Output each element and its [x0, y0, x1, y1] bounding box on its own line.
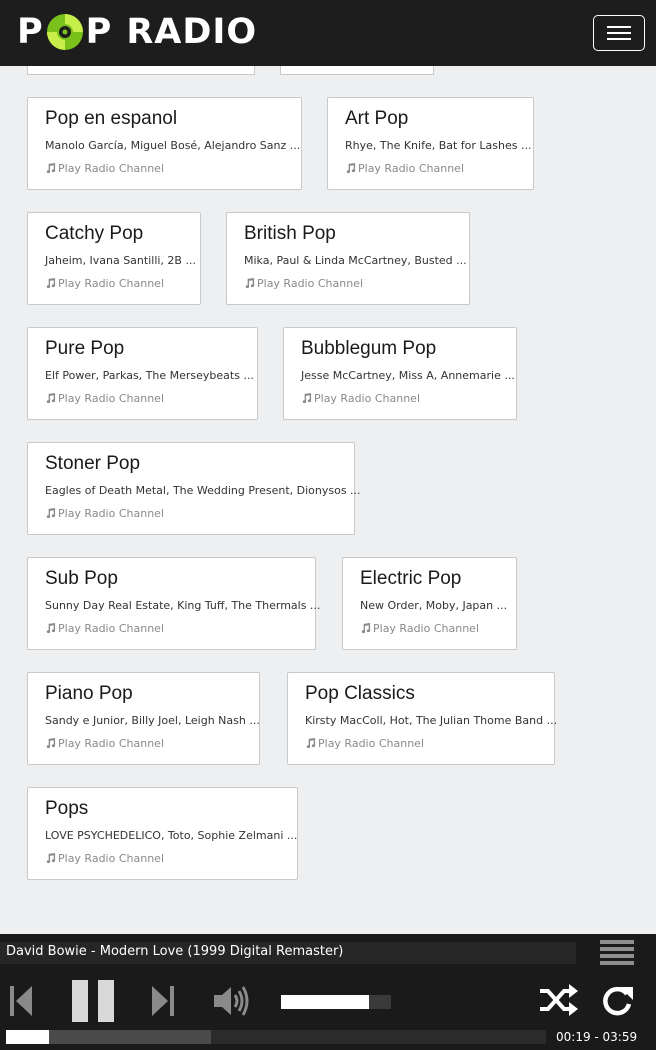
logo-letter-p: P [17, 12, 44, 52]
channel-card[interactable] [283, 327, 517, 420]
channel-card[interactable] [342, 557, 517, 650]
now-playing-title: David Bowie - Modern Love (1999 Digital Remaster) [6, 944, 344, 959]
music-note-icon [345, 163, 356, 174]
shuffle-icon [540, 984, 578, 1016]
music-note-icon [305, 738, 316, 749]
music-note-icon [45, 508, 56, 519]
repeat-icon [600, 984, 634, 1018]
play-channel-label: Play Radio Channel [373, 622, 480, 635]
play-channel-link[interactable] [45, 737, 164, 750]
music-note-icon [360, 623, 371, 634]
pop-radio-logo[interactable] [17, 10, 257, 54]
next-button[interactable] [150, 984, 174, 1022]
channel-card[interactable] [27, 787, 298, 880]
playlist-button[interactable] [600, 940, 634, 966]
music-note-icon [244, 278, 255, 289]
channel-artists: Jesse McCartney, Miss A, Annemarie ... [301, 369, 515, 382]
channel-artists: Sandy e Junior, Billy Joel, Leigh Nash ... [45, 714, 260, 727]
channel-card[interactable] [226, 212, 470, 305]
play-channel-link[interactable] [360, 622, 479, 635]
play-channel-link[interactable] [301, 392, 420, 405]
hamburger-menu-button[interactable] [593, 15, 645, 51]
channel-title[interactable]: Catchy Pop [45, 223, 144, 244]
play-channel-link[interactable] [345, 162, 464, 175]
channel-title[interactable]: Electric Pop [360, 568, 462, 589]
audio-player [0, 934, 656, 1050]
channel-artists: Kirsty MacColl, Hot, The Julian Thome Band ... [305, 714, 558, 727]
music-note-icon [45, 853, 56, 864]
channel-artists: Rhye, The Knife, Bat for Lashes ... [345, 139, 532, 152]
skip-forward-icon [150, 984, 174, 1018]
play-channel-label: Play Radio Channel [314, 392, 421, 405]
play-channel-label: Play Radio Channel [58, 392, 165, 405]
hamburger-icon [607, 26, 631, 28]
channel-card-partial[interactable] [27, 66, 255, 75]
music-note-icon [45, 623, 56, 634]
play-channel-label: Play Radio Channel [358, 162, 465, 175]
channel-artists: Eagles of Death Metal, The Wedding Present, Dionysos ... [45, 484, 361, 497]
play-channel-link[interactable] [45, 392, 164, 405]
play-channel-label: Play Radio Channel [58, 162, 165, 175]
music-note-icon [301, 393, 312, 404]
progress-played [6, 1030, 49, 1044]
logo-word-radio: RADIO [126, 12, 258, 52]
previous-button[interactable] [10, 984, 34, 1022]
play-channel-label: Play Radio Channel [58, 852, 165, 865]
play-channel-link[interactable] [244, 277, 363, 290]
play-channel-label: Play Radio Channel [58, 277, 165, 290]
channel-artists: Jaheim, Ivana Santilli, 2B ... [45, 254, 196, 267]
play-channel-label: Play Radio Channel [257, 277, 364, 290]
channel-title[interactable]: Art Pop [345, 108, 409, 129]
channel-title[interactable]: Pop en espanol [45, 108, 178, 129]
logo-disc-icon [45, 12, 85, 52]
channel-card[interactable] [27, 557, 321, 650]
channel-title[interactable]: British Pop [244, 223, 336, 244]
volume-level [281, 995, 369, 1009]
music-note-icon [45, 393, 56, 404]
play-channel-link[interactable] [305, 737, 424, 750]
play-channel-link[interactable] [45, 622, 164, 635]
play-channel-label: Play Radio Channel [58, 507, 165, 520]
channel-card[interactable] [27, 212, 201, 305]
channel-card[interactable] [27, 442, 361, 535]
play-channel-link[interactable] [45, 162, 164, 175]
play-channel-link[interactable] [45, 852, 164, 865]
volume-button[interactable] [214, 985, 250, 1021]
logo-letter-p2: P [85, 12, 113, 52]
playlist-icon [600, 940, 634, 944]
channel-artists: Manolo García, Miguel Bosé, Alejandro Sanz ... [45, 139, 301, 152]
channel-title[interactable]: Pure Pop [45, 338, 125, 359]
play-channel-label: Play Radio Channel [318, 737, 425, 750]
music-note-icon [45, 738, 56, 749]
channel-artists: Mika, Paul & Linda McCartney, Busted ... [244, 254, 467, 267]
volume-icon [214, 985, 250, 1017]
play-channel-link[interactable] [45, 507, 164, 520]
music-note-icon [45, 163, 56, 174]
channel-artists: Sunny Day Real Estate, King Tuff, The Thermals ... [45, 599, 321, 612]
channel-card[interactable] [287, 672, 558, 765]
pause-button[interactable] [72, 980, 114, 1026]
channel-artists: LOVE PSYCHEDELICO, Toto, Sophie Zelmani ... [45, 829, 298, 842]
time-display: 00:19 - 03:59 [556, 1030, 638, 1044]
top-navbar [0, 0, 656, 66]
channel-title[interactable]: Sub Pop [45, 568, 118, 589]
channel-title[interactable]: Bubblegum Pop [301, 338, 437, 359]
channel-card[interactable] [27, 327, 258, 420]
play-channel-label: Play Radio Channel [58, 622, 165, 635]
channel-artists: New Order, Moby, Japan ... [360, 599, 508, 612]
music-note-icon [45, 278, 56, 289]
channel-card[interactable] [327, 97, 534, 190]
channel-title[interactable]: Stoner Pop [45, 453, 141, 474]
channel-title[interactable]: Piano Pop [45, 683, 133, 704]
channel-card-partial[interactable] [280, 66, 434, 75]
pause-icon [72, 980, 114, 1022]
channel-title[interactable]: Pops [45, 798, 89, 819]
shuffle-button[interactable] [540, 984, 578, 1020]
channel-card[interactable] [27, 672, 260, 765]
repeat-button[interactable] [600, 984, 634, 1022]
skip-back-icon [10, 984, 34, 1018]
channel-title[interactable]: Pop Classics [305, 683, 415, 704]
play-channel-link[interactable] [45, 277, 164, 290]
channel-artists: Elf Power, Parkas, The Merseybeats ... [45, 369, 254, 382]
channel-card[interactable] [27, 97, 302, 190]
play-channel-label: Play Radio Channel [58, 737, 165, 750]
